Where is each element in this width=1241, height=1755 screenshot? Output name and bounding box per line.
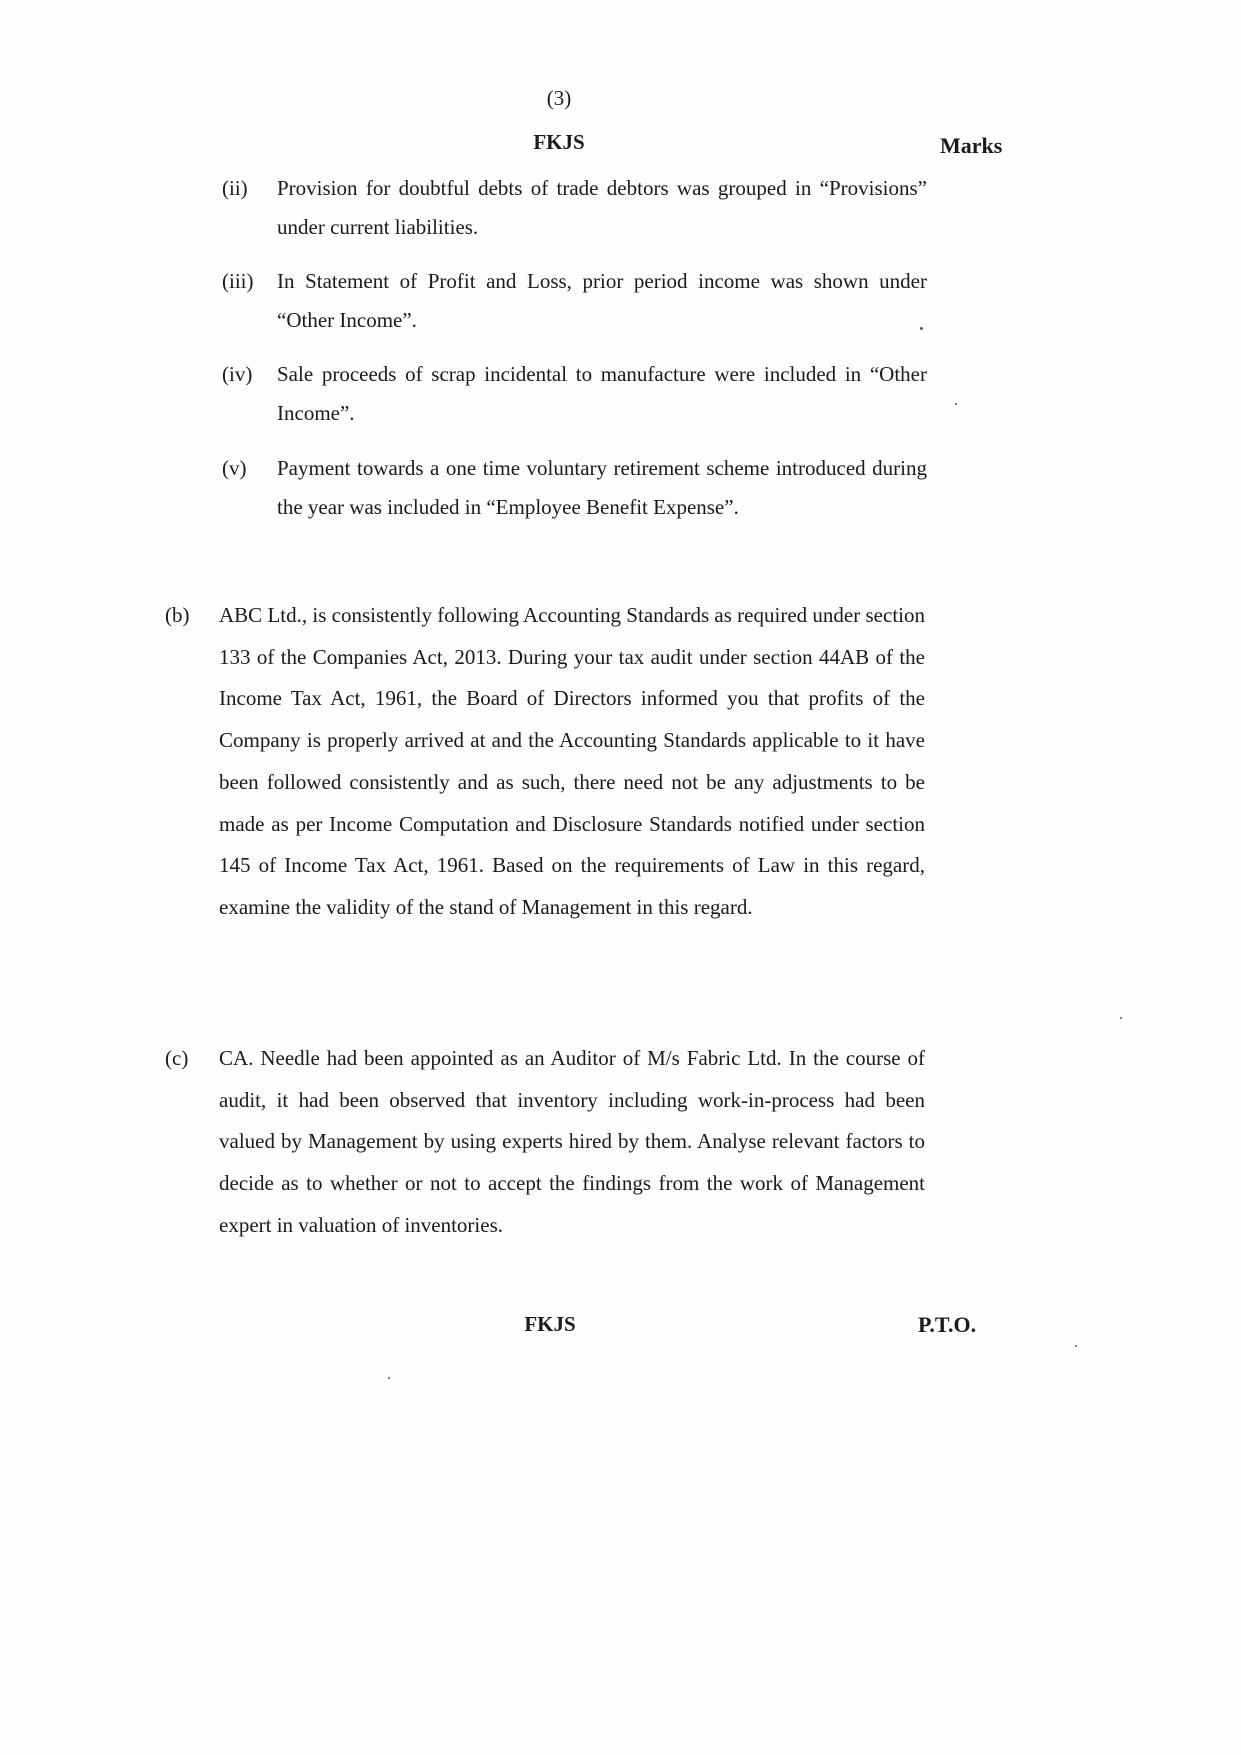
subitem-text: Sale proceeds of scrap incidental to manufacture were included in “Other Income”. — [277, 362, 927, 425]
scan-speck — [1075, 1345, 1077, 1347]
please-turn-over: P.T.O. — [918, 1312, 977, 1337]
scan-speck — [1120, 1017, 1122, 1019]
page-number: (3) — [546, 86, 572, 110]
footer-paper-code: FKJS — [524, 1312, 576, 1336]
subitem-text: In Statement of Profit and Loss, prior period income was shown under “Other Income”. — [277, 269, 927, 332]
scan-speck — [920, 327, 923, 330]
subitem-number: (ii) — [222, 176, 248, 200]
question-number: (c) — [165, 1046, 189, 1070]
subitem-text: Payment towards a one time voluntary retirement scheme introduced during the year was included in “Employee Benefit Expense”. — [277, 456, 927, 519]
subitem-number: (iv) — [222, 362, 253, 386]
subitem-text: Provision for doubtful debts of trade debtors was grouped in “Provisions” under current liabilities. — [277, 176, 927, 239]
question-text: CA. Needle had been appointed as an Auditor of M/s Fabric Ltd. In the course of audit, it had been observed that inventory including work-in-process had been valued by Management by using experts hired by them. Analyse relevant factors to decide as to whether or not to accept the findings from the work of Management expert in valuation of inventories. — [219, 1046, 925, 1237]
question-number: (b) — [165, 603, 190, 627]
header-paper-code: FKJS — [533, 130, 585, 154]
subitem-number: (v) — [222, 456, 247, 480]
subitem-v — [222, 449, 927, 527]
marks-column-label: Marks — [940, 133, 1003, 158]
question-b — [165, 595, 925, 929]
scan-speck — [955, 403, 957, 405]
subitem-ii — [222, 169, 927, 247]
subitem-iii — [222, 262, 927, 340]
question-text: ABC Ltd., is consistently following Accounting Standards as required under section 133 of the Companies Act, 2013. During your tax audit under section 44AB of the Income Tax Act, 1961, the Board of Directors informed you that profits of the Company is properly arrived at and the Accounting Standards applicable to it have been followed consistently and as such, there need not be any adjustments to be made as per Income Computation and Disclosure Standards notified under section 145 of Income Tax Act, 1961. Based on the requirements of Law in this regard, examine the validity of the stand of Management in this regard. — [219, 603, 925, 919]
subitem-number: (iii) — [222, 269, 254, 293]
subitem-iv — [222, 355, 927, 433]
scan-speck — [388, 1377, 390, 1379]
question-c — [165, 1038, 925, 1247]
